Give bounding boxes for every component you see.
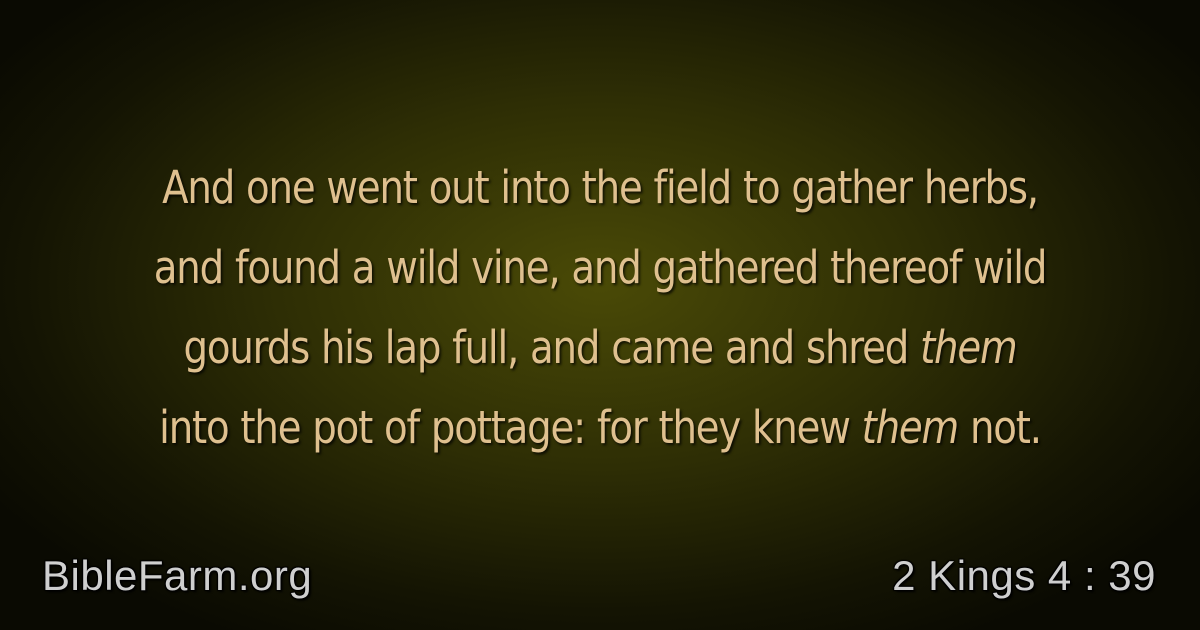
verse-line-3 <box>110 308 1090 388</box>
verse-line-1: And one went out into the field to gather herbs, <box>162 161 1038 214</box>
site-name: BibleFarm.org <box>42 552 313 599</box>
verse-line-4-text: into the pot of pottage: for they knew <box>159 401 862 454</box>
verse-reference: 2 Kings 4 : 39 <box>892 552 1156 599</box>
verse-text <box>110 148 1090 468</box>
verse-line-3-text: gourds his lap full, and came and shred <box>183 321 921 374</box>
verse-line-4-italic: them <box>861 401 959 454</box>
verse-line-3-italic: them <box>920 321 1017 374</box>
verse-line-2: and found a wild vine, and gathered thereof wild <box>153 241 1047 294</box>
verse-line-4 <box>110 388 1090 468</box>
verse-line-4-end: not. <box>958 401 1041 454</box>
